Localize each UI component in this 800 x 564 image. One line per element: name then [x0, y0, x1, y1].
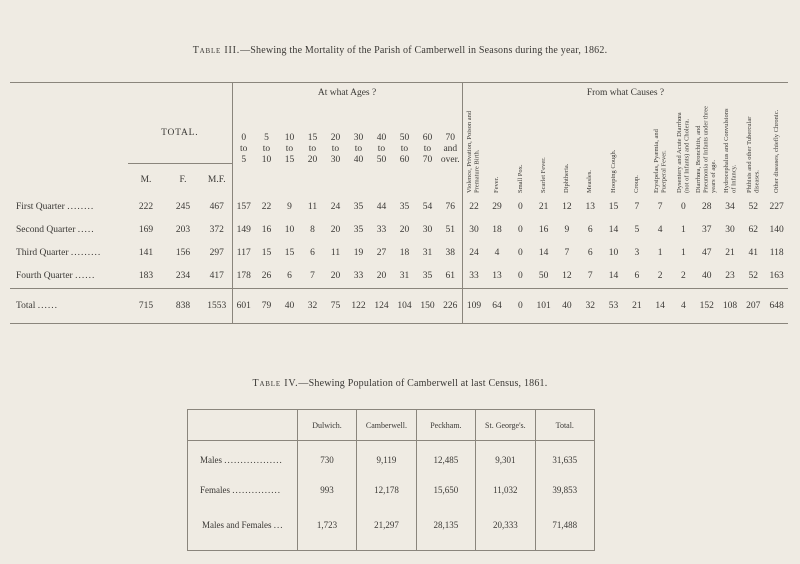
age-header: 20 to 30 [330, 132, 341, 165]
table-cell: 9,301 [476, 441, 535, 479]
table-cell: 2 [657, 271, 663, 281]
table-cell: 50 [538, 271, 549, 281]
leader-dots: ......... [70, 248, 102, 258]
table-cell: 34 [725, 202, 735, 212]
table-cell: 0 [517, 248, 523, 258]
table-cell: 32 [301, 288, 324, 323]
table-cell: 6 [634, 271, 640, 281]
table-cell: 1,723 [297, 501, 356, 551]
row-label [10, 219, 128, 242]
table-cell: 20 [330, 271, 341, 281]
table-cell: 152 [695, 288, 718, 323]
table-cell: 15,650 [416, 479, 475, 501]
table-cell: 10 [608, 248, 619, 258]
table-cell: 71,488 [535, 501, 594, 551]
table-cell: 104 [393, 288, 416, 323]
total-row [10, 288, 788, 323]
table-cell: 39,853 [535, 479, 594, 501]
column-header: St. George's. [476, 410, 535, 441]
age-header: 10 to 15 [284, 132, 295, 165]
table-cell: 163 [769, 271, 784, 281]
table-cell: 33 [376, 225, 387, 235]
table-cell: 15 [261, 248, 272, 258]
table-cell: 21 [725, 248, 735, 258]
table-cell: 4 [672, 288, 695, 323]
table-cell: 76 [445, 202, 456, 212]
table-cell: 101 [532, 288, 555, 323]
table-cell: 44 [376, 202, 387, 212]
table-cell: 22 [261, 202, 272, 212]
cause-header: Erysipelas, Pyæmia, and Puerperal Fever. [652, 128, 668, 193]
table-cell: 21 [538, 202, 549, 212]
age-header: 60 to 70 [422, 132, 433, 165]
table-cell: 11,032 [476, 479, 535, 501]
table-cell: 19 [353, 248, 364, 258]
row-label [10, 242, 128, 265]
table-cell: 64 [485, 288, 508, 323]
table-cell: 4 [657, 225, 663, 235]
mf-subheader: M.F. [202, 163, 232, 195]
age-header-text: 0 to 5 [240, 132, 248, 165]
table-cell: 730 [297, 441, 356, 479]
age-header: 30 to 40 [353, 132, 364, 165]
table-cell: 29 [492, 202, 502, 212]
table-cell: 7 [310, 271, 315, 281]
cause-header: Measles. [586, 169, 594, 193]
table3-caption-text: —Shewing the Mortality of the Parish of Camberwell in Seasons during the year, 1862. [240, 45, 608, 56]
cause-header: Croup. [633, 174, 641, 193]
total-header: TOTAL. [161, 127, 199, 138]
table-cell: 14 [608, 271, 619, 281]
table-cell: 37 [701, 225, 712, 235]
table-cell: 13 [492, 271, 502, 281]
cause-header: Diphtheria. [563, 163, 571, 193]
row-label-text: Fourth Quarter [16, 271, 73, 281]
cause-header: Hydrocephalus and Convulsions of Infancy. [722, 108, 737, 193]
leader-dots: ... [273, 520, 284, 531]
table-cell: 297 [209, 248, 224, 258]
table-cell: 38 [445, 248, 456, 258]
row-label-text: Females [200, 484, 230, 495]
table-cell: 141 [138, 248, 154, 258]
leader-dots: ........ [67, 202, 95, 212]
row-label-text: Males and Females [202, 520, 272, 531]
table-cell: 35 [399, 202, 410, 212]
table-cell: 30 [422, 225, 433, 235]
table-cell: 222 [138, 202, 154, 212]
table-cell: 16 [261, 225, 272, 235]
cause-header: Dysentery and Acute Diarrhœa (not of Infants) and Cholera. [675, 111, 691, 193]
table-cell: 20 [399, 225, 410, 235]
table-cell: 207 [742, 288, 765, 323]
table-cell: 6 [310, 248, 315, 258]
table3-body [10, 196, 788, 324]
table-cell: 21 [625, 288, 648, 323]
row-label [10, 288, 128, 323]
table-cell: 33 [353, 271, 364, 281]
table-cell: 18 [492, 225, 502, 235]
table-cell: 183 [138, 271, 154, 281]
table-cell: 12 [562, 202, 572, 212]
table-cell: 203 [175, 225, 191, 235]
table-cell: 15 [284, 248, 295, 258]
table-cell: 14 [648, 288, 671, 323]
table-cell: 601 [232, 288, 255, 323]
leader-dots: ..... [77, 225, 95, 235]
table-cell: 33 [462, 265, 485, 289]
table-cell: 51 [445, 225, 456, 235]
row-label [10, 196, 128, 219]
table-cell: 15 [608, 202, 619, 212]
table-cell: 75 [324, 288, 347, 323]
ages-group-header: At what Ages ? [232, 83, 462, 103]
column-header: Camberwell. [357, 410, 416, 441]
table-cell: 28,135 [416, 501, 475, 551]
table-cell: 40 [555, 288, 578, 323]
table-cell: 40 [278, 288, 301, 323]
table-cell: 20,333 [476, 501, 535, 551]
table-cell: 31 [399, 271, 410, 281]
column-header: Total. [535, 410, 594, 441]
table-cell: 21,297 [357, 501, 416, 551]
leader-dots: ............... [232, 484, 281, 495]
cause-header: Diarrhœa, Bronchitis, and Pneumonia of Infants under three years of age. [695, 105, 718, 193]
table-cell: 226 [439, 288, 462, 323]
blank-corner [10, 83, 232, 103]
table-cell: 6 [587, 225, 593, 235]
age-header: 70 and over. [440, 132, 460, 165]
table-cell: 648 [765, 288, 788, 323]
table-cell: 35 [353, 225, 364, 235]
table4-caption-label: Table IV. [252, 378, 299, 389]
table-cell: 61 [445, 271, 456, 281]
quarter-row [10, 196, 788, 219]
population-table [187, 409, 595, 551]
cause-header: Small Pox. [516, 163, 524, 193]
table-cell: 79 [255, 288, 278, 323]
table-cell: 52 [748, 202, 759, 212]
table-cell: 9 [564, 225, 570, 235]
table-cell: 27 [376, 248, 387, 258]
row-label [188, 479, 298, 501]
table-cell: 3 [634, 248, 640, 258]
table-cell: 22 [462, 196, 485, 219]
column-header: Dulwich. [297, 410, 356, 441]
quarter-row [10, 265, 788, 289]
table-cell: 13 [585, 202, 595, 212]
leader-dots: ...... [75, 271, 96, 281]
table-cell: 245 [175, 202, 191, 212]
table-cell: 9,119 [357, 441, 416, 479]
table-cell: 28 [701, 202, 712, 212]
table-cell: 54 [422, 202, 433, 212]
table-cell: 150 [416, 288, 439, 323]
table-cell: 372 [209, 225, 224, 235]
table-cell: 16 [538, 225, 549, 235]
age-header: 40 to 50 [376, 132, 387, 165]
table-cell: 31 [422, 248, 433, 258]
table-cell: 14 [608, 225, 619, 235]
table-cell: 52 [748, 271, 759, 281]
table-cell: 838 [164, 288, 202, 323]
leader-dots: ...... [37, 300, 59, 311]
table-cell: 417 [209, 271, 224, 281]
table-cell: 467 [209, 202, 224, 212]
table-cell: 35 [353, 202, 364, 212]
quarter-row [10, 242, 788, 265]
table-cell: 124 [370, 288, 393, 323]
table-cell: 1 [657, 248, 663, 258]
table-cell: 140 [769, 225, 784, 235]
table-cell: 26 [261, 271, 272, 281]
age-header [232, 103, 255, 196]
table-cell: 117 [232, 242, 255, 265]
table-cell: 35 [422, 271, 433, 281]
table-cell: 7 [564, 248, 570, 258]
table-cell: 6 [287, 271, 292, 281]
table-cell: 30 [462, 219, 485, 242]
table-cell: 18 [399, 248, 410, 258]
table-cell: 1 [681, 225, 686, 235]
table-cell: 178 [232, 265, 255, 289]
row-label-text: Males [200, 454, 222, 465]
table-cell: 227 [769, 202, 784, 212]
table-cell: 14 [538, 248, 549, 258]
table-cell: 31,635 [535, 441, 594, 479]
table-cell: 2 [681, 271, 686, 281]
causes-group-header: From what Causes ? [462, 83, 788, 103]
table3-caption-label: Table III. [192, 45, 241, 56]
table4-caption-text: —Shewing Population of Camberwell at last Census, 1861. [298, 378, 548, 389]
table-cell: 118 [769, 248, 784, 258]
cause-header: Phthisis and other Tubercular diseases. [745, 116, 761, 193]
table-cell: 62 [748, 225, 759, 235]
table-cell: 0 [517, 202, 523, 212]
table-cell: 12 [562, 271, 572, 281]
table-cell: 993 [297, 479, 356, 501]
age-header: 50 to 60 [399, 132, 410, 165]
quarter-row [10, 219, 788, 242]
row-label-text: First Quarter [16, 202, 65, 212]
female-subheader: F. [164, 163, 202, 195]
table-cell: 12,178 [357, 479, 416, 501]
table-cell: 149 [232, 219, 255, 242]
table-cell: 40 [701, 271, 712, 281]
table-cell: 108 [718, 288, 741, 323]
age-header: 15 to 20 [307, 132, 318, 165]
mortality-table [10, 82, 788, 324]
row-label-text: Second Quarter [16, 225, 76, 235]
table-cell: 122 [347, 288, 370, 323]
leader-dots: .................. [224, 454, 283, 465]
cause-header: Violence, Privation, Poison and Premature Birth. [462, 103, 485, 196]
table-cell: 109 [462, 288, 485, 323]
table-cell: 0 [517, 271, 523, 281]
table-cell: 6 [587, 248, 593, 258]
table-cell: 24 [462, 242, 485, 265]
age-header: 5 to 10 [261, 132, 272, 165]
table-cell: 24 [330, 202, 341, 212]
row-label [10, 265, 128, 289]
population-row [188, 479, 595, 501]
row-label [188, 441, 298, 479]
table-cell: 5 [634, 225, 640, 235]
table-cell: 11 [307, 202, 318, 212]
table-cell: 11 [330, 248, 341, 258]
table-cell: 7 [634, 202, 640, 212]
table4-body [188, 441, 595, 551]
table-cell: 0 [517, 225, 523, 235]
row-label [188, 501, 298, 551]
cause-header: Hooping Cough. [609, 149, 617, 193]
population-row [188, 441, 595, 479]
table-cell: 32 [579, 288, 602, 323]
table-cell: 234 [175, 271, 191, 281]
cause-header: Fever. [493, 176, 501, 193]
table-cell: 7 [657, 202, 663, 212]
male-subheader: M. [128, 163, 164, 195]
table3-caption [0, 45, 800, 56]
column-header: Peckham. [416, 410, 475, 441]
table-cell: 157 [232, 196, 255, 219]
table-cell: 8 [310, 225, 315, 235]
cause-header: Other diseases, chiefly Chronic. [772, 109, 780, 193]
table-cell: 715 [128, 288, 164, 323]
table-cell: 7 [587, 271, 593, 281]
table-cell: 156 [175, 248, 191, 258]
table-cell: 20 [330, 225, 341, 235]
table-cell: 1 [681, 248, 686, 258]
table-cell: 9 [287, 202, 292, 212]
table-cell: 30 [725, 225, 735, 235]
population-corner [188, 410, 298, 441]
table-cell: 47 [701, 248, 712, 258]
table-cell: 23 [725, 271, 735, 281]
table-cell: 53 [602, 288, 625, 323]
table-cell: 169 [138, 225, 154, 235]
table-cell: 10 [284, 225, 295, 235]
row-label-text: Total [16, 300, 36, 311]
table-cell: 4 [494, 248, 500, 258]
table-cell: 1553 [202, 288, 232, 323]
table-cell: 12,485 [416, 441, 475, 479]
population-row [188, 501, 595, 551]
row-label-text: Third Quarter [16, 248, 69, 258]
table-cell: 20 [376, 271, 387, 281]
table-cell: 0 [509, 288, 532, 323]
table4-caption [0, 378, 800, 389]
cause-header: Scarlet Fever. [539, 156, 547, 193]
table-cell: 0 [681, 202, 686, 212]
table-cell: 41 [748, 248, 759, 258]
